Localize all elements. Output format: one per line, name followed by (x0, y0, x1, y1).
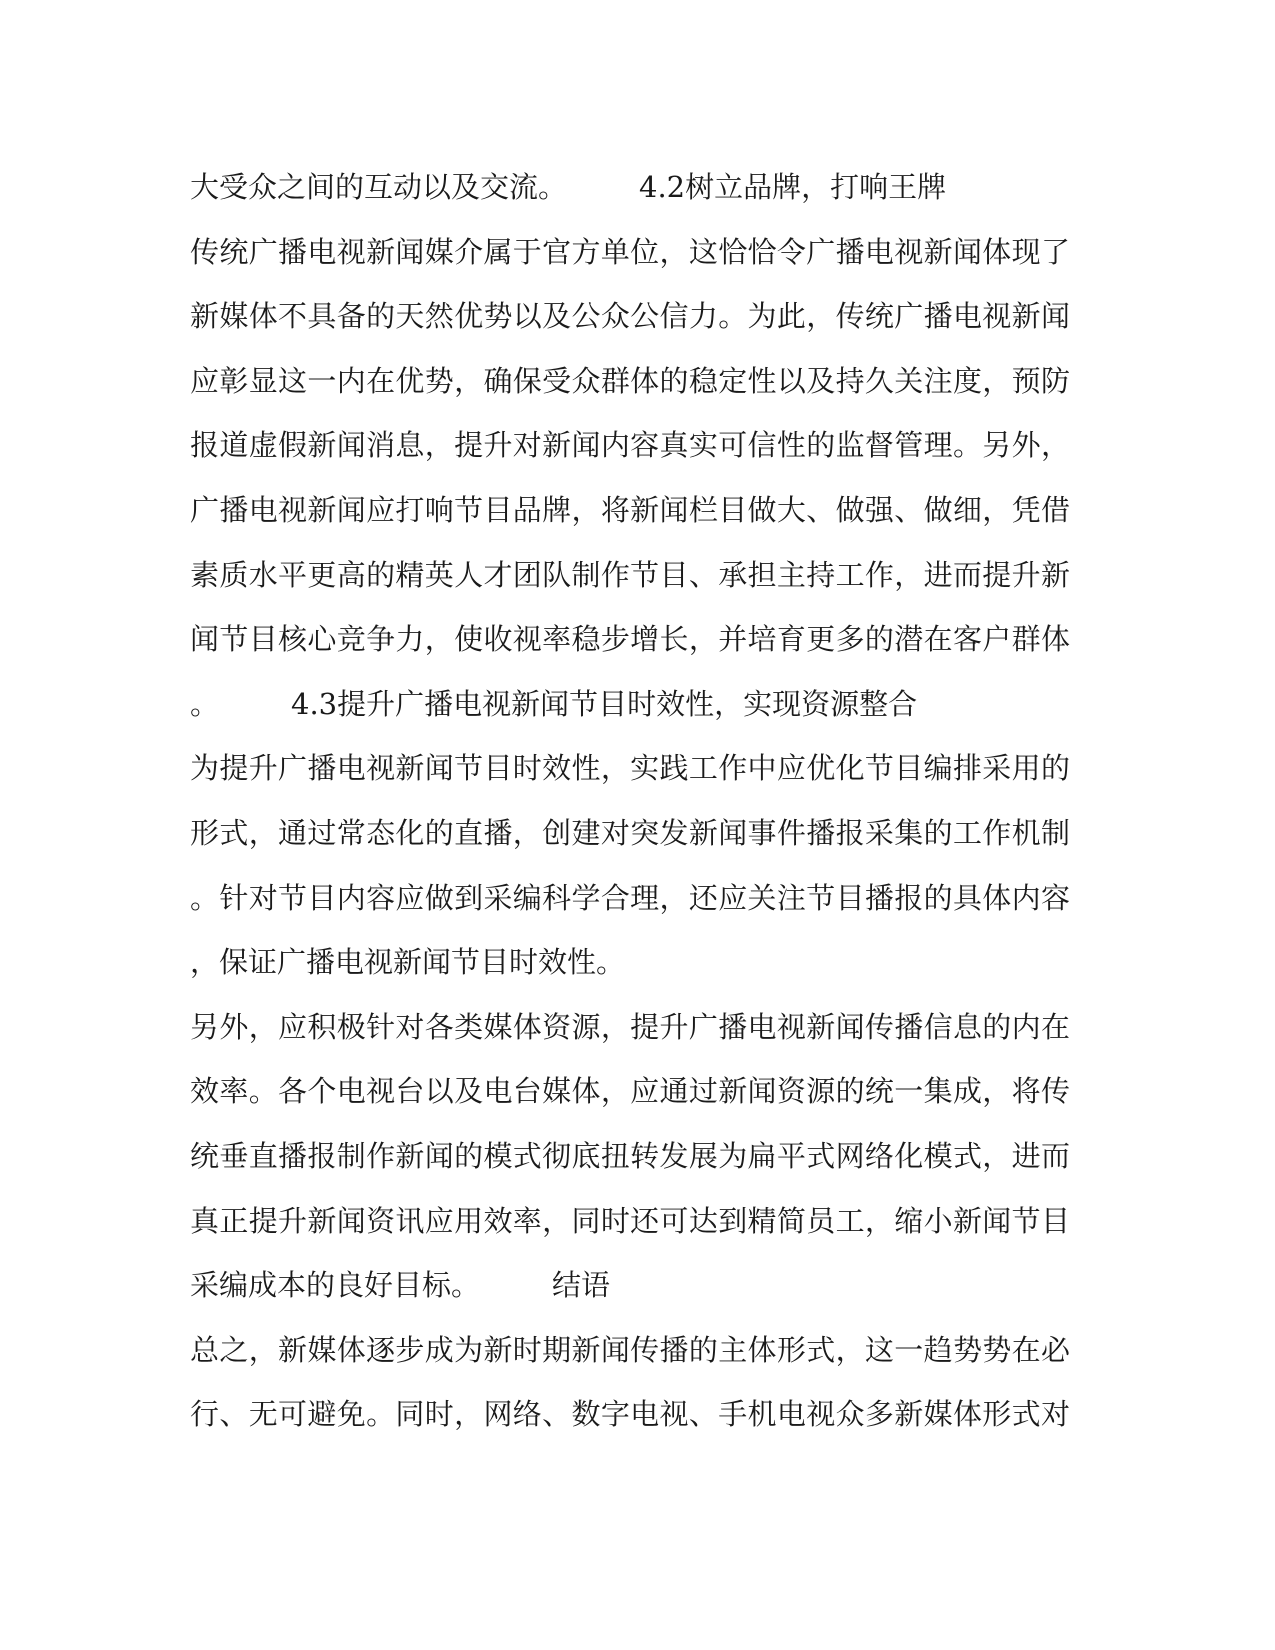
section-heading-4-2: 4.2树立品牌，打响王牌 (639, 170, 947, 204)
text-line-16: 统垂直播报制作新闻的模式彻底扭转发展为扁平式网络化模式，进而 (190, 1138, 1070, 1173)
text-line-6: 广播电视新闻应打响节目品牌，将新闻栏目做大、做强、做细，凭借 (190, 492, 1070, 527)
text-line-8: 闻节目核心竞争力，使收视率稳步增长，并培育更多的潜在客户群体 (190, 622, 1070, 657)
text-line-1 (190, 155, 1070, 220)
text-line-10: 为提升广播电视新闻节目时效性，实践工作中应优化节目编排采用的 (190, 751, 1070, 786)
text-line-7: 素质水平更高的精英人才团队制作节目、承担主持工作，进而提升新 (190, 557, 1070, 592)
text-line-2: 传统广播电视新闻媒介属于官方单位，这恰恰令广播电视新闻体现了 (190, 234, 1070, 269)
text-line-5: 报道虚假新闻消息，提升对新闻内容真实可信性的监督管理。另外， (190, 428, 1070, 463)
text-line-11: 形式，通过常态化的直播，创建对突发新闻事件播报采集的工作机制 (190, 815, 1070, 850)
paragraph-end-text: 大受众之间的互动以及交流。 (190, 170, 568, 204)
text-line-18 (190, 1253, 1070, 1318)
body-text (190, 155, 1070, 1447)
text-line-12: 。针对节目内容应做到采编科学合理，还应关注节目播报的具体内容 (190, 880, 1070, 915)
paragraph-end-text: 。 (190, 686, 220, 721)
text-line-4: 应彰显这一内在优势，确保受众群体的稳定性以及持久关注度，预防 (190, 363, 1070, 398)
text-line-19: 总之，新媒体逐步成为新时期新闻传播的主体形式，这一趋势势在必 (190, 1332, 1070, 1367)
text-line-14: 另外，应积极针对各类媒体资源，提升广播电视新闻传播信息的内在 (190, 1009, 1070, 1044)
text-line-9 (190, 672, 1070, 737)
section-heading-4-3: 4.3提升广播电视新闻节目时效性，实现资源整合 (291, 686, 918, 721)
section-heading-conclusion: 结语 (552, 1268, 611, 1303)
paragraph-end-text: 采编成本的良好目标。 (190, 1268, 481, 1303)
text-line-17: 真正提升新闻资讯应用效率，同时还可达到精简员工，缩小新闻节目 (190, 1203, 1070, 1238)
text-line-15: 效率。各个电视台以及电台媒体，应通过新闻资源的统一集成，将传 (190, 1074, 1070, 1109)
text-line-3: 新媒体不具备的天然优势以及公众公信力。为此，传统广播电视新闻 (190, 299, 1070, 334)
text-line-13: ，保证广播电视新闻节目时效性。 (190, 945, 626, 980)
text-line-20: 行、无可避免。同时，网络、数字电视、手机电视众多新媒体形式对 (190, 1397, 1070, 1432)
